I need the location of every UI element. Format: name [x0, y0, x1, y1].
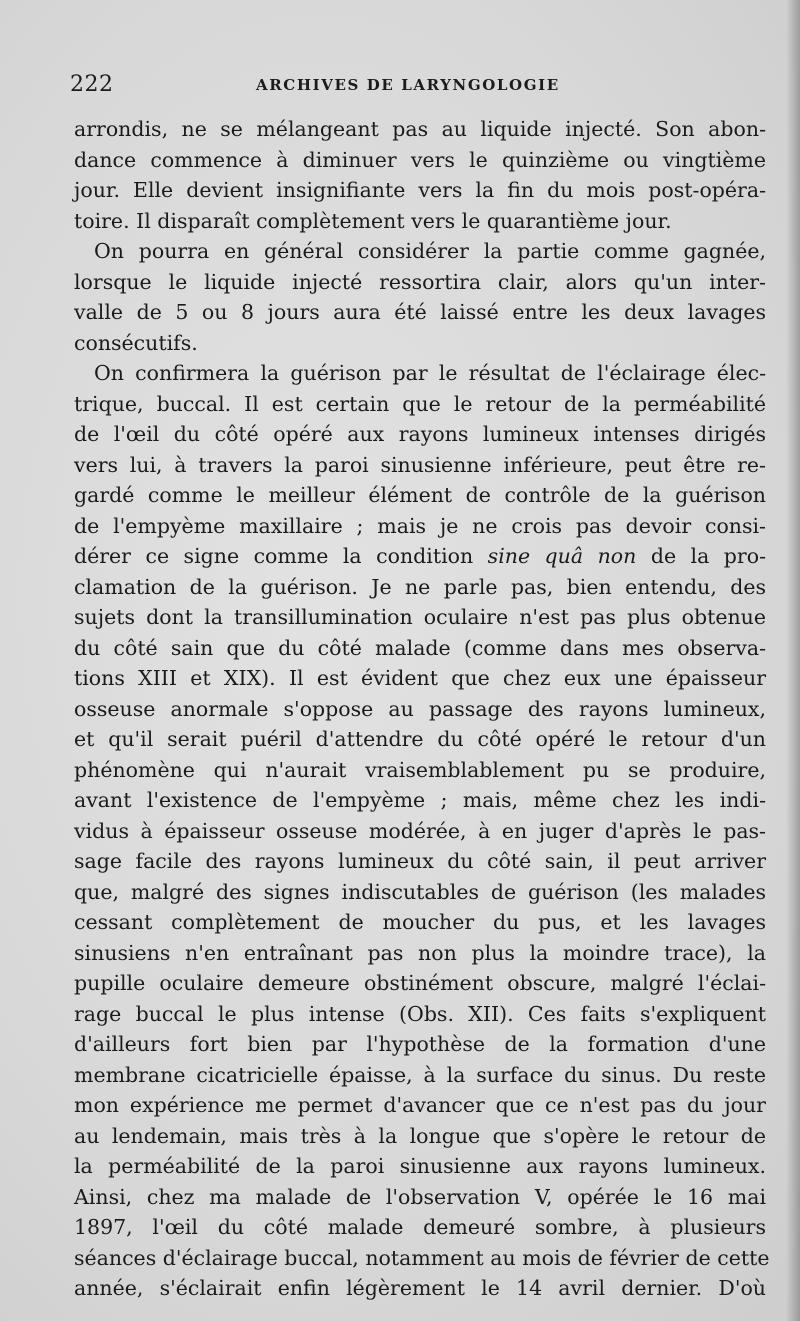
text-line: sujets dont la transillumination oculaire n'est pas plus obtenue: [74, 605, 766, 629]
text-line: la perméabilité de la paroi sinusienne aux rayons lumineux.: [74, 1154, 766, 1178]
text-line: tions XIII et XIX). Il est évident que chez eux une épaisseur: [74, 666, 766, 690]
text-line: pupille oculaire demeure obstinément obscure, malgré l'éclai-: [74, 971, 766, 995]
text-line: membrane cicatricielle épaisse, à la surface du sinus. Du reste: [74, 1062, 766, 1087]
text-line: année, s'éclairait enfin légèrement le 14 avril dernier. D'où: [74, 1276, 766, 1300]
text-line: et qu'il serait puéril d'attendre du côté opéré le retour d'un: [74, 727, 766, 751]
text-line: gardé comme le meilleur élément de contrôle de la guérison: [74, 483, 766, 507]
text-line: mon expérience me permet d'avancer que ce n'est pas du jour: [74, 1093, 766, 1117]
text-line: sinusiens n'en entraînant pas non plus la moindre trace), la: [74, 940, 766, 965]
text-line: de l'œil du côté opéré aux rayons lumineux intenses dirigés: [74, 422, 766, 446]
text-line: que, malgré des signes indiscutables de guérison (les malades: [74, 879, 766, 904]
text-line: phénomène qui n'aurait vraisemblablement pu se produire,: [74, 757, 766, 782]
text-line: valle de 5 ou 8 jours aura été laissé entre les deux lavages: [74, 300, 766, 324]
text-line: d'ailleurs fort bien par l'hypothèse de la formation d'une: [74, 1032, 766, 1056]
text-line: du côté sain que du côté malade (comme dans mes observa-: [74, 635, 766, 660]
text-line: consécutifs.: [74, 330, 198, 355]
text-line: Ainsi, chez ma malade de l'observation V, opérée le 16 mai: [74, 1184, 766, 1209]
text-line: vers lui, à travers la paroi sinusienne inférieure, peut être re-: [74, 452, 766, 477]
text-line: au lendemain, mais très à la longue que s'opère le retour de: [74, 1123, 766, 1148]
text-line: osseuse anormale s'oppose au passage des rayons lumineux,: [74, 696, 766, 721]
text-line: vidus à épaisseur osseuse modérée, à en juger d'après le pas-: [74, 818, 766, 843]
body-text: [74, 114, 770, 1304]
latin-phrase: sine quâ non: [487, 544, 637, 568]
text-line: séances d'éclairage buccal, notamment au mois de février de cette: [74, 1245, 770, 1270]
text-line: clamation de la guérison. Je ne parle pas, bien entendu, des: [74, 574, 766, 599]
binding-shadow: [786, 0, 800, 1321]
text-line: avant l'existence de l'empyème ; mais, même chez les indi-: [74, 788, 766, 812]
text-line: cessant complètement de moucher du pus, et les lavages: [74, 910, 766, 934]
text-line: rage buccal le plus intense (Obs. XII). Ces faits s'expliquent: [74, 1001, 766, 1026]
paragraph-start-line: On pourra en général considérer la partie comme gagnée,: [94, 239, 766, 263]
text-line: 1897, l'œil du côté malade demeuré sombre, à plusieurs: [74, 1215, 766, 1239]
text-line: dérer ce signe comme la condition sine quâ non de la pro-: [74, 544, 767, 568]
running-title: ARCHIVES DE LARYNGOLOGIE: [256, 76, 560, 94]
text-line: sage facile des rayons lumineux du côté sain, il peut arriver: [74, 849, 766, 873]
page-number: 222: [70, 72, 114, 97]
text-line: trique, buccal. Il est certain que le retour de la perméabilité: [74, 391, 766, 416]
text-line: dance commence à diminuer vers le quinzième ou vingtième: [74, 147, 766, 172]
page-header: [70, 72, 770, 102]
text-line: de l'empyème maxillaire ; mais je ne crois pas devoir consi-: [74, 513, 766, 538]
paragraph-start-line: On confirmera la guérison par le résultat de l'éclairage élec-: [94, 361, 766, 385]
text-line: lorsque le liquide injecté ressortira clair, alors qu'un inter-: [74, 269, 766, 294]
text-line: jour. Elle devient insignifiante vers la fin du mois post-opéra-: [74, 178, 766, 202]
text-line: toire. Il disparaît complètement vers le quarantième jour.: [74, 208, 672, 233]
text-line: arrondis, ne se mélangeant pas au liquide injecté. Son abon-: [74, 117, 766, 141]
